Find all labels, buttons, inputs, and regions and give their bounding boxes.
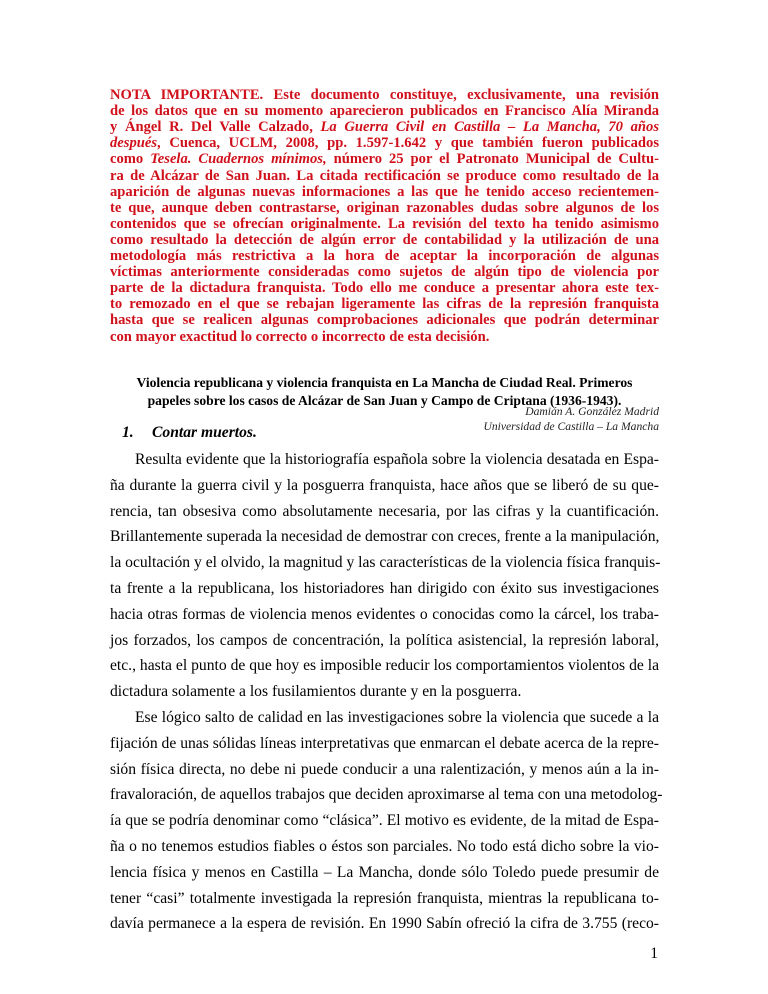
note-text: te que, aunque deben contrastarse, originan razonables dudas sobre algunos de los <box>110 199 659 216</box>
note-text: NOTA IMPORTANTE. Este documento constituye, exclusivamente, una revisión <box>110 87 659 103</box>
body-line: sión física directa, no debe ni puede conducir a una ralentización, y menos aún a la in- <box>110 760 659 778</box>
note-text: aparición de algunas nuevas informaciones a las que he tenido acceso recientemen- <box>110 183 659 200</box>
note-text: y Ángel R. Del Valle Calzado, <box>110 119 321 136</box>
title-line-2: papeles sobre los casos de Alcázar de San Juan y Campo de Criptana (1936-1943). <box>147 393 622 408</box>
note-line <box>110 135 659 152</box>
note-text: con mayor exactitud lo correcto o incorrecto de esta decisión. <box>110 328 490 345</box>
body-line: la ocultación y el olvido, la magnitud y las características de la violencia física franquis- <box>110 554 661 572</box>
note-text: parte de la dictadura franquista. Todo ello me conduce a presentar ahora este tex- <box>110 280 659 297</box>
note-line <box>110 296 659 313</box>
note-text: víctimas anteriormente consideradas como sujetos de algún tipo de violencia por <box>110 264 659 281</box>
author-name: Damián A. González Madrid <box>525 405 659 418</box>
note-text: to remozado en el que se rebajan ligeramente las cifras de la represión franquista <box>110 296 659 313</box>
note-line <box>110 312 659 329</box>
note-text: como resultado la detección de algún error de contabilidad y la utilización de una <box>110 231 659 248</box>
body-line: ña durante la guerra civil y la posguerra franquista, hace años que se liberó de su que- <box>110 476 659 494</box>
body-line: dictadura solamente a los fusilamientos durante y en la posguerra. <box>110 683 522 701</box>
note-line <box>110 264 659 281</box>
note-text: de los datos que en su momento aparecieron publicados en Francisco Alía Miranda <box>110 103 659 120</box>
page-number: 1 <box>650 945 658 962</box>
note-line <box>110 216 659 233</box>
section-number: 1. <box>122 424 134 441</box>
note-text: contenidos que se ofrecían originalmente. La revisión del texto ha tenido asimismo <box>110 215 659 232</box>
author-affiliation: Universidad de Castilla – La Mancha <box>483 420 659 433</box>
note-line <box>110 280 659 297</box>
body-line: ta frente a la republicana, los historiadores han dirigido con éxito sus investigaciones <box>110 580 659 597</box>
body-line: fravaloración, de aquellos trabajos que deciden aproximarse al tema con una metodolog- <box>110 786 663 804</box>
note-text: número 25 por el Patronato Municipal de Cultu- <box>326 151 659 168</box>
note-italic-title: después <box>110 135 158 152</box>
note-line <box>110 168 659 185</box>
note-text: hasta que se realicen algunas comprobaciones adicionales que podrán determinar <box>110 312 659 329</box>
note-line <box>110 232 659 249</box>
note-line <box>110 248 659 265</box>
title-line-1: Violencia republicana y violencia franquista en La Mancha de Ciudad Real. Primeros <box>136 375 633 390</box>
section-heading <box>122 424 257 442</box>
body-line: davía permanece a la espera de revisión. En 1990 Sabín ofreció la cifra de 3.755 (reco- <box>110 915 659 933</box>
body-line: rencia, tan obsesiva como absolutamente necesaria, por las cifras y la cuantificación. <box>110 502 659 520</box>
body-line: ía que se podría denominar como “clásica”. El motivo es evidente, de la mitad de Espa- <box>110 812 659 830</box>
note-line <box>110 329 659 346</box>
note-text: como <box>110 151 151 168</box>
body-line: etc., hasta el punto de que hoy es imposible reducir los comportamientos violentos de la <box>110 657 659 675</box>
body-line: hacia otras formas de violencia menos evidentes o conocidas como la cárcel, los traba- <box>110 605 659 623</box>
note-text: ra de Alcázar de San Juan. La citada rectificación se produce como resultado de la <box>110 167 659 184</box>
body-line: lencia física y menos en Castilla – La Mancha, donde sólo Toledo puede presumir de <box>110 863 659 881</box>
body-line: jos forzados, los campos de concentración, la política asistencial, la represión laboral, <box>110 631 659 649</box>
note-italic-title: La Guerra Civil en Castilla – La Mancha, 70 años <box>320 119 660 136</box>
note-line <box>110 103 659 120</box>
body-line: ña o no tenemos estudios fiables o éstos son parciales. No todo está dicho sobre la vio- <box>110 838 659 855</box>
note-line <box>110 184 659 201</box>
note-line <box>110 87 659 104</box>
note-text: , Cuenca, UCLM, 2008, pp. 1.597-1.642 y que también fueron publicados <box>157 135 659 152</box>
body-line: Ese lógico salto de calidad en las investigaciones sobre la violencia que sucede a la <box>135 709 659 726</box>
note-line <box>110 200 659 217</box>
section-title: Contar muertos. <box>152 424 257 441</box>
body-line: tener “casi” totalmente investigada la represión franquista, mientras la republicana to- <box>110 889 659 907</box>
note-italic-title: Tesela. Cuadernos mínimos, <box>150 151 327 168</box>
note-line <box>110 119 659 136</box>
body-line: Brillantemente superada la necesidad de demostrar con creces, frente a la manipulación, <box>110 528 660 546</box>
body-line: Resulta evidente que la historiografía española sobre la violencia desatada en Espa- <box>135 451 659 468</box>
note-text: metodología más restrictiva a la hora de aceptar la incorporación de algunas <box>110 248 659 264</box>
body-line: fijación de unas sólidas líneas interpretativas que enmarcan el debate acerca de la repre- <box>110 734 659 752</box>
note-line <box>110 151 659 168</box>
